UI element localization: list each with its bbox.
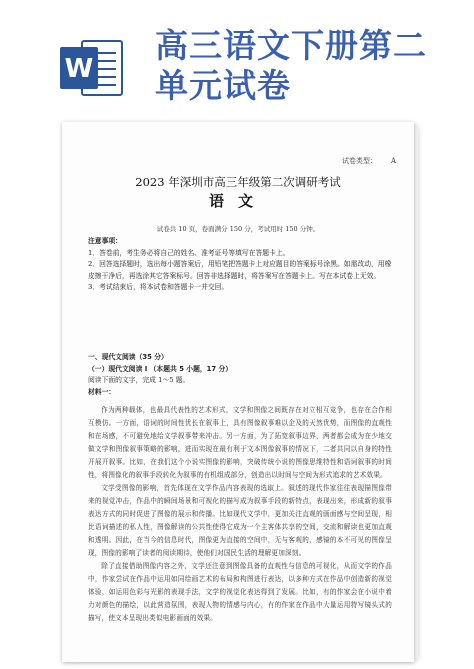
exam-meta: 试卷共 10 页，卷面满分 150 分，考试用时 150 分钟。 xyxy=(156,225,320,233)
subject-title: 语文 xyxy=(208,192,267,210)
passage-paragraph: 作为两种载体，也最具代表性的艺术形式，文学和图像之间既存在对立相互竞争，也存在合作相互模仿。一方面，语词的时间性优长在叙事上，具有图像叙事难以企及的天然优势，而图像的直观性和在场感，不可避免地给文学叙事带来冲击。另一方面，为了拓宽叙事边界，两者都会成为在少地交做文学和图像叙事策略的影响，进而实现在最有利于文本图像叙事的情况下，二者共同以自身的特性开展开叙事。比如，在我们这个小说实图像的影响，突破传统小说的图像思维特性和语词叙事的时间性，将图像化的叙事手段转化为叙事的有机组成部分，创造出以时间与空间为形式追求的艺术效果。 xyxy=(88,406,392,479)
passage-paragraph: 除了直接借助图像内容之外，文学还注意到图像具备的直观性与信息的可视化，从而文学的作品中，作家尝试在作品中运用如同绘画艺术的布局和构图进行表达，以多种方式在作品中创造新的视觉体验，如运用色彩与光影的表现手法，文学的视觉化表达得到了发展。比如，有的作家会在小说中着力对颜色的描绘，以此营造氛围，表现人物的情感与内心，有的作家在作品中大量运用特写镜头式的描写，使文本呈现出类似电影画面的效果。 xyxy=(88,562,392,622)
passage-paragraph: 文学受图像的影响，首先体现在文学作品内容表现的选取上。叙述的现代作家往往表现描图像带来的视觉冲击，作品中的瞬间场景和可视化的描写成为叙事手段的新特点，表现出来，形成新的叙事表达方式的同时促进了图像的展示和传播。比如现代文学中，更加关注直观的画面感与空间呈现，相比语词描述的私人性，图像解读的公共性使得它成为一个主客体共享的空间，交流和解读也更加直观和透明。因此，在当今的信息时代，图像更为直接的空间中，无与客观的，感镜的本不可见的图像呈现，图像的影响了读者的阅读期待，使他们对国民生活的理解更加深刻。 xyxy=(88,484,392,557)
notice-item: 1．答卷前，考生务必将自己的姓名、准考证号等填写在答题卡上。 xyxy=(88,248,290,257)
exam-title: 2023 年深圳市高三年级第二次调研考试 xyxy=(135,175,341,189)
word-logo-letter: W xyxy=(64,54,94,84)
exam-type-value: A xyxy=(390,157,396,165)
banner xyxy=(0,0,474,118)
banner-title-line-1: 高三语文下册第二 xyxy=(155,26,427,65)
notice-item: 3．考试结束后，将本试卷和答题卡一并交回。 xyxy=(88,283,229,292)
exam-type xyxy=(342,156,396,166)
material-label: 材料一： xyxy=(88,387,116,396)
document-page xyxy=(62,122,414,662)
notice-item: 2．回答选择题时，选出每小题答案后，用铅笔把答题卡上对应题目的答案标号涂黑。如需改动，用橡皮擦干净后，再选涂其它答案标号。回答非选择题时，将答案写在答题卡上。写在本试卷上无效。 xyxy=(88,260,392,280)
notice-block xyxy=(88,236,394,294)
banner-title xyxy=(155,26,455,106)
subsection-title: （一）现代文阅读 Ⅰ （本题共 5 小题，17 分） xyxy=(88,364,233,373)
banner-title-line-2: 单元试卷 xyxy=(155,66,291,105)
exam-type-label: 试卷类型： xyxy=(341,157,377,165)
word-document-icon xyxy=(58,37,124,99)
reading-passage xyxy=(88,404,392,625)
instruction: 阅读下面的文字，完成 1～5 题。 xyxy=(88,376,190,385)
section-title: 一、现代文阅读（35 分） xyxy=(88,353,168,361)
notice-heading: 注意事项： xyxy=(88,237,122,245)
section-header xyxy=(88,352,394,398)
